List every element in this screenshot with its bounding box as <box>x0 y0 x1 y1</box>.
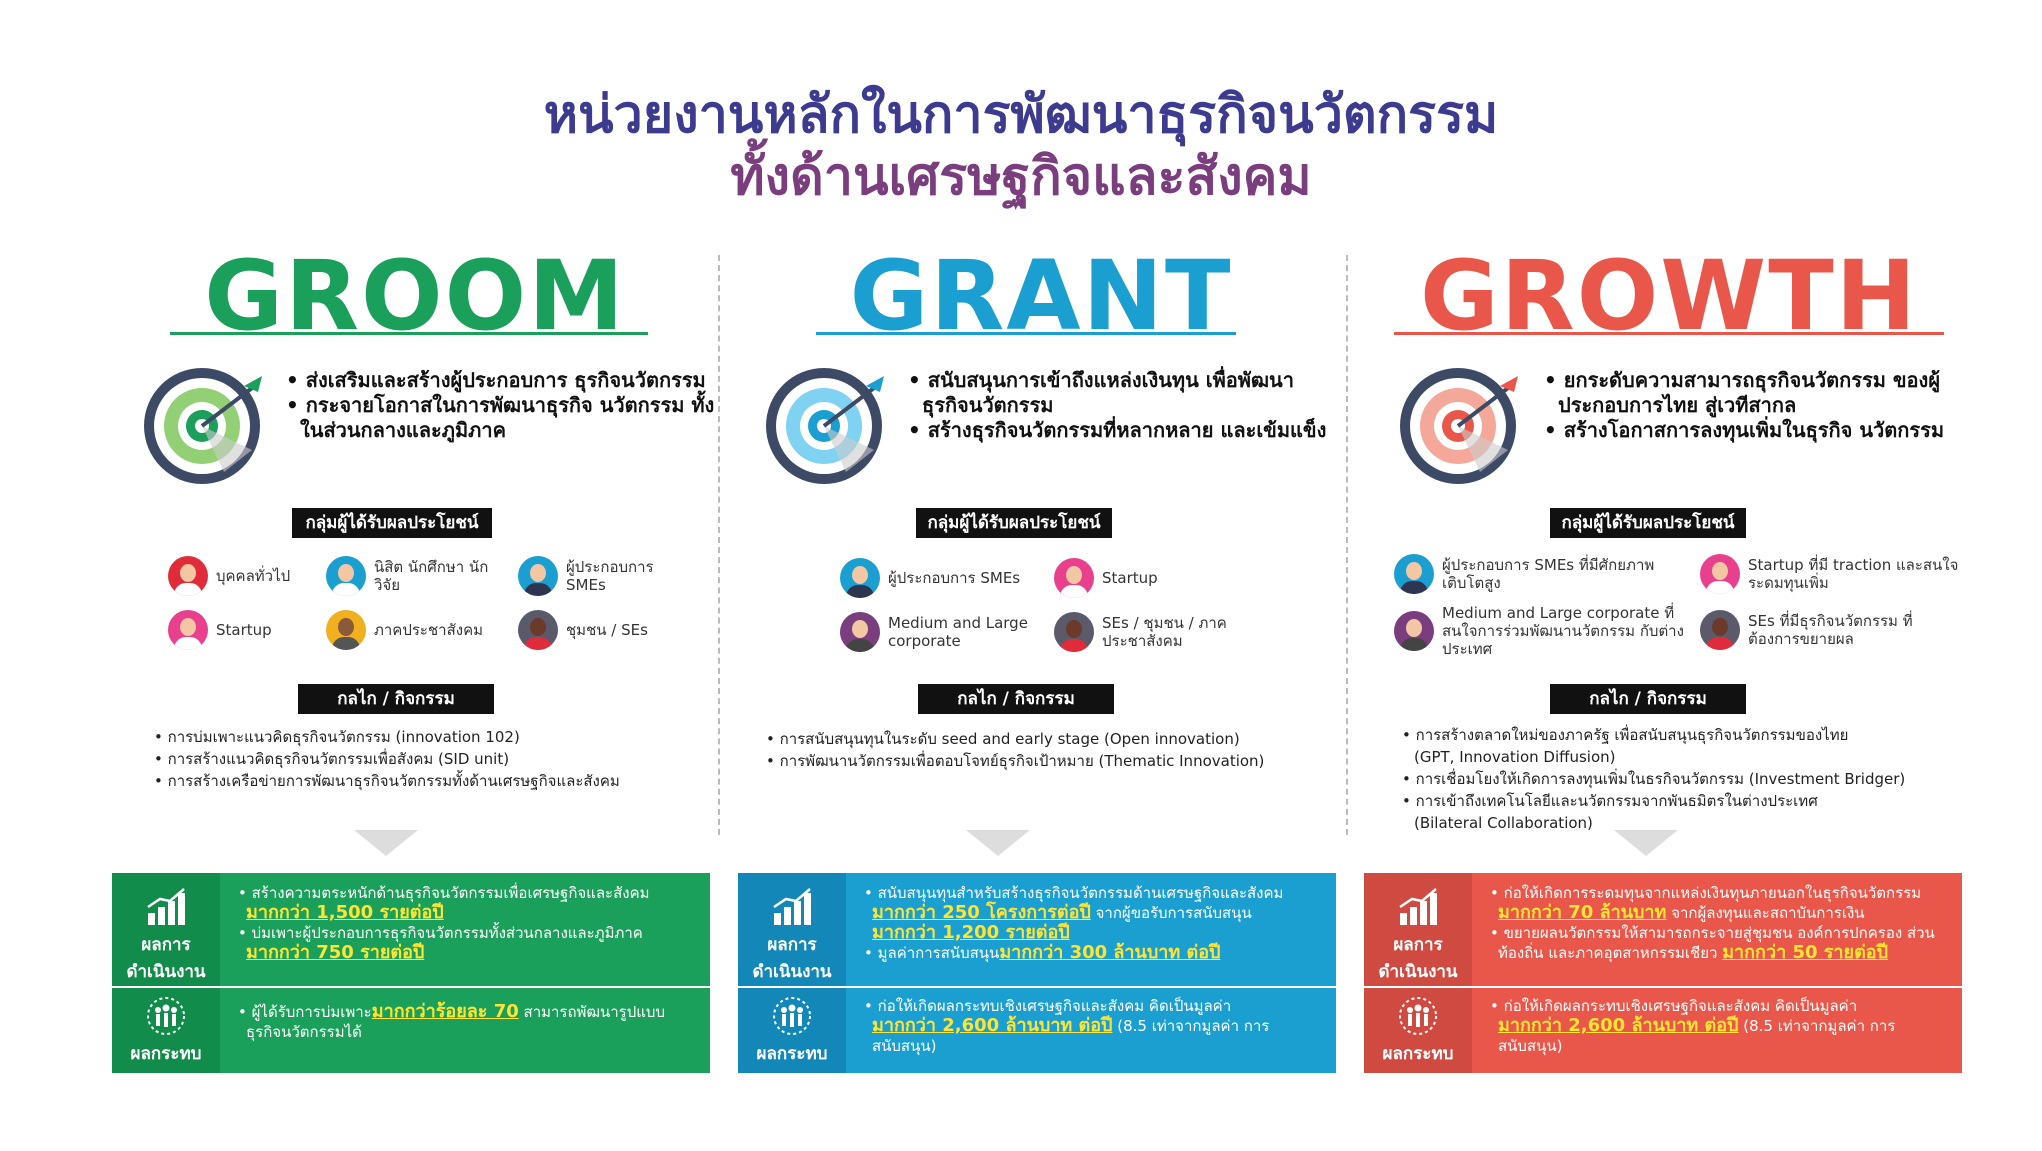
avatar <box>1394 554 1434 594</box>
target-icon <box>1396 360 1524 488</box>
avatar <box>1700 554 1740 594</box>
avatar <box>840 612 880 652</box>
avatar <box>326 556 366 596</box>
grant-results-panel <box>738 873 1336 1073</box>
activity-item: • การเชื่อมโยงให้เกิดการลงทุนเพิ่มในธรกิจนวัตกรรม (Investment Bridger) <box>1402 770 1906 788</box>
beneficiary-item <box>1394 554 1694 594</box>
activity-label: กลไก / กิจกรรม <box>918 684 1114 714</box>
activity-label: กลไก / กิจกรรม <box>298 684 494 714</box>
growth-title: GROWTH <box>1419 240 1919 352</box>
beneficiary-text: Startup <box>216 621 272 639</box>
avatar <box>168 610 208 650</box>
groom-heading <box>110 240 720 352</box>
activity-label: กลไก / กิจกรรม <box>1550 684 1746 714</box>
impact-label: ผลกระทบ <box>1364 988 1472 1073</box>
beneficiary-text: บุคคลทั่วไป <box>216 567 291 585</box>
beneficiary-item <box>1700 610 1960 650</box>
grant-objectives <box>908 368 1328 443</box>
people-group-icon <box>1396 996 1440 1036</box>
bar-chart-icon <box>1396 887 1440 927</box>
beneficiary-text: Startup ที่มี traction และสนใจระดมทุนเพิ่ม <box>1748 556 1959 592</box>
growth-results-panel <box>1364 873 1962 1073</box>
activity-item: (GPT, Innovation Diffusion) <box>1414 748 1616 766</box>
activity-item: • การสร้างตลาดใหม่ของภาครัฐ เพื่อสนับสนุนธุรกิจนวัตกรรมของไทย <box>1402 726 1849 744</box>
grant-activities <box>766 728 1341 772</box>
beneficiary-item <box>1054 612 1254 652</box>
down-arrow-icon <box>354 830 418 856</box>
beneficiary-text: ชุมชน / SEs <box>566 621 648 639</box>
groom-objectives <box>286 368 716 443</box>
result-text: • สร้างความตระหนักด้านธุรกิจนวัตกรรมเพื่อเศรษฐกิจและสังคม มากกว่า 1,500 รายต่อปี • บ่มเพาะผู้ประกอบการธุรกิจนวัตกรรมทั้งส่วนกลางและภูมิภาค มากกว่า 750 รายต่อปี <box>220 873 710 986</box>
beneficiary-item <box>1394 604 1694 658</box>
growth-objectives <box>1544 368 1964 443</box>
groom-objective: • ส่งเสริมและสร้างผู้ประกอบการ ธุรกิจนวัตกรรม <box>286 368 706 392</box>
beneficiary-item <box>326 610 496 650</box>
groom-results-panel <box>112 873 710 1073</box>
activity-item: • การสร้างเครือข่ายการพัฒนาธุรกิจนวัตกรรมทั้งด้านเศรษฐกิจและสังคม <box>154 772 620 790</box>
result-text: • ก่อให้เกิดการระดมทุนจากแหล่งเงินทุนภายนอกในธุรกิจนวัตกรรม มากกว่า 70 ล้านบาท จากผู้ลงทุนและสถาบันการเงิน • ขยายผลนวัตกรรมให้สามารถกระจายสู่ชุมชน องค์การปกครอง ส่วนท้องถิ่น และภาคอุตสาหกรรมเชียว มากกว่า 50 รายต่อปี <box>1472 873 1962 986</box>
result-label: ผลการ ดำเนินงาน <box>112 873 220 986</box>
people-group-icon <box>144 996 188 1036</box>
impact-text: • ก่อให้เกิดผลกระทบเชิงเศรษฐกิจและสังคม คิดเป็นมูลค่า มากกว่า 2,600 ล้านบาท ต่อปี (8.5 เท่าจากมูลค่า การสนับสนุน) <box>846 988 1336 1073</box>
activity-item: • การสนับสนุนทุนในระดับ seed and early stage (Open innovation) <box>766 730 1240 748</box>
target-icon <box>762 360 890 488</box>
groom-title: GROOM <box>204 240 626 352</box>
beneficiary-text: Medium and Large corporate ที่สนใจการร่วมพัฒนานวัตกรรม กับต่างประเทศ <box>1442 604 1684 658</box>
avatar <box>326 610 366 650</box>
result-label: ผลการ ดำเนินงาน <box>738 873 846 986</box>
avatar <box>518 556 558 596</box>
beneficiary-text: Startup <box>1102 569 1158 587</box>
grant-heading <box>736 240 1346 352</box>
page-title-line2: ทั้งด้านเศรษฐกิจและสังคม <box>730 147 1312 207</box>
groom-objective: • กระจายโอกาสในการพัฒนาธุรกิจ นวัตกรรม ทั้งในส่วนกลางและภูมิภาค <box>286 393 715 442</box>
beneficiary-text: SEs / ชุมชน / ภาคประชาสังคม <box>1102 614 1227 650</box>
activity-item: • การบ่มเพาะแนวคิดธุรกิจนวัตกรรม (innovation 102) <box>154 728 520 746</box>
avatar <box>1054 612 1094 652</box>
impact-text: • ผู้ได้รับการบ่มเพาะมากกว่าร้อยละ 70 สามารถพัฒนารูปแบบ ธุรกิจนวัตกรรมได้ <box>220 988 710 1073</box>
beneficiary-item <box>840 558 1040 598</box>
avatar <box>1700 610 1740 650</box>
growth-objective: • สร้างโอกาสการลงทุนเพิ่มในธุรกิจ นวัตกรรม <box>1544 418 1944 442</box>
beneficiary-text: ภาคประชาสังคม <box>374 621 483 639</box>
beneficiary-item <box>168 556 328 596</box>
avatar <box>168 556 208 596</box>
impact-label: ผลกระทบ <box>738 988 846 1073</box>
beneficiary-text: Medium and Large corporate <box>888 614 1028 650</box>
page-title-line1: หน่วยงานหลักในการพัฒนาธุรกิจนวัตกรรม <box>543 85 1499 145</box>
beneficiary-text: ผู้ประกอบการ SMEs <box>566 558 654 594</box>
beneficiary-text: SEs ที่มีธุรกิจนวัตกรรม ที่ต้องการขยายผล <box>1748 612 1913 648</box>
down-arrow-icon <box>966 830 1030 856</box>
beneficiary-label: กลุ่มผู้ได้รับผลประโยชน์ <box>1550 508 1746 538</box>
avatar <box>1054 558 1094 598</box>
growth-activities <box>1402 724 1972 834</box>
groom-activities <box>154 726 714 792</box>
activity-item: • การเข้าถึงเทคโนโลยีและนวัตกรรมจากพันธมิตรในต่างประเทศ <box>1402 792 1818 810</box>
beneficiary-text: นิสิต นักศึกษา นักวิจัย <box>374 558 489 594</box>
beneficiary-text: ผู้ประกอบการ SMEs <box>888 569 1021 587</box>
beneficiary-item <box>518 610 678 650</box>
result-text: • สนับสนุนทุนสำหรับสร้างธุรกิจนวัตกรรมด้านเศรษฐกิจและสังคม มากกว่า 250 โครงการต่อปี จากผู้ขอรับการสนับสนุน มากกว่า 1,200 รายต่อปี • มูลค่าการสนับสนุนมากกว่า 300 ล้านบาท ต่อปี <box>846 873 1336 986</box>
activity-item: (Bilateral Collaboration) <box>1414 814 1593 832</box>
beneficiary-item <box>326 556 496 596</box>
target-icon <box>140 360 268 488</box>
impact-text: • ก่อให้เกิดผลกระทบเชิงเศรษฐกิจและสังคม คิดเป็นมูลค่า มากกว่า 2,600 ล้านบาท ต่อปี (8.5 เท่าจากมูลค่า การสนับสนุน) <box>1472 988 1962 1073</box>
beneficiary-item <box>1054 558 1254 598</box>
avatar <box>840 558 880 598</box>
beneficiary-text: ผู้ประกอบการ SMEs ที่มีศักยภาพ เติบโตสูง <box>1442 556 1655 592</box>
grant-objective: • สนับสนุนการเข้าถึงแหล่งเงินทุน เพื่อพัฒนาธุรกิจนวัตกรรม <box>908 368 1294 417</box>
bar-chart-icon <box>770 887 814 927</box>
avatar <box>518 610 558 650</box>
down-arrow-icon <box>1614 830 1678 856</box>
column-divider-2 <box>1346 255 1348 835</box>
beneficiary-label: กลุ่มผู้ได้รับผลประโยชน์ <box>916 508 1112 538</box>
avatar <box>1394 611 1434 651</box>
beneficiary-item <box>840 612 1040 652</box>
beneficiary-item <box>1700 554 1960 594</box>
bar-chart-icon <box>144 887 188 927</box>
activity-item: • การสร้างแนวคิดธุรกิจนวัตกรรมเพื่อสังคม (SID unit) <box>154 750 510 768</box>
growth-heading <box>1364 240 1974 352</box>
people-group-icon <box>770 996 814 1036</box>
activity-item: • การพัฒนานวัตกรรมเพื่อตอบโจทย์ธุรกิจเป้าหมาย (Thematic Innovation) <box>766 752 1265 770</box>
grant-title: GRANT <box>849 240 1233 352</box>
beneficiary-item <box>518 556 678 596</box>
grant-objective: • สร้างธุรกิจนวัตกรรมที่หลากหลาย และเข้มแข็ง <box>908 418 1327 442</box>
beneficiary-label: กลุ่มผู้ได้รับผลประโยชน์ <box>292 508 492 538</box>
beneficiary-item <box>168 610 328 650</box>
growth-objective: • ยกระดับความสามารถธุรกิจนวัตกรรม ของผู้ประกอบการไทย สู่เวทีสากล <box>1544 368 1941 417</box>
result-label: ผลการ ดำเนินงาน <box>1364 873 1472 986</box>
impact-label: ผลกระทบ <box>112 988 220 1073</box>
